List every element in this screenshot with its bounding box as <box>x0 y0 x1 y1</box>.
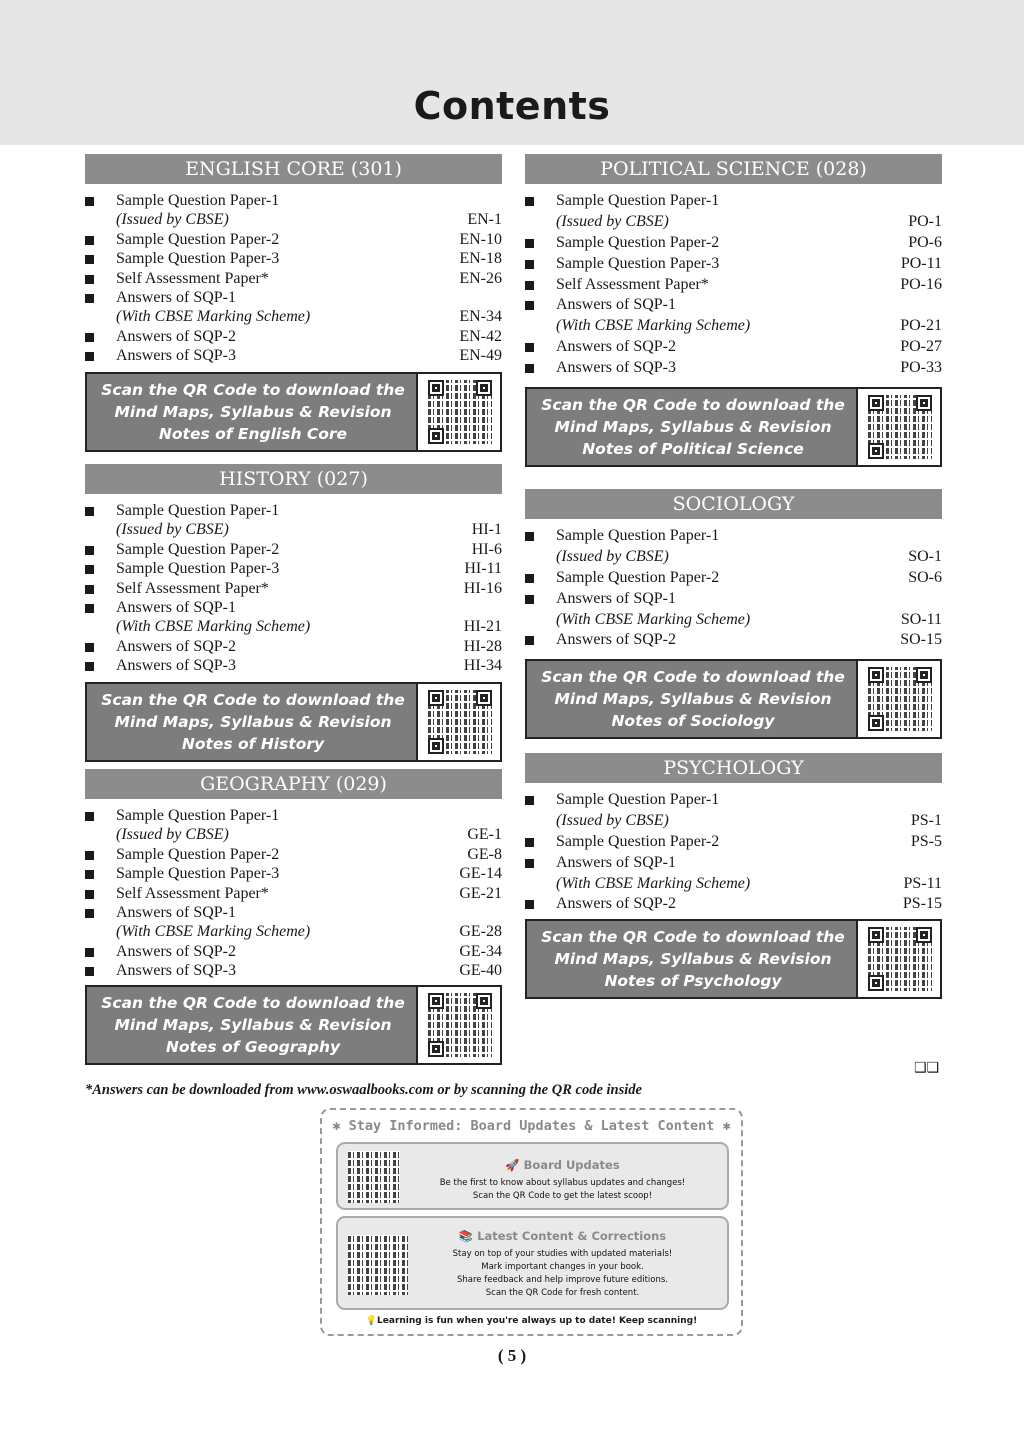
qr-banner-line: Scan the QR Code to download the <box>541 396 845 415</box>
bullet-icon <box>85 333 94 342</box>
toc-entry[interactable] <box>525 337 942 358</box>
page-title: Contents <box>413 84 611 128</box>
entry-subtitle: (Issued by CBSE) <box>556 811 669 829</box>
toc-entry[interactable] <box>85 230 502 249</box>
board-updates-heading-text: Board Updates <box>523 1158 620 1172</box>
entry-page: SO-1 <box>908 547 942 565</box>
toc-entry[interactable] <box>85 346 502 365</box>
toc-entry[interactable] <box>525 589 942 610</box>
corner-mark: ❑❑ <box>914 1060 940 1076</box>
toc-entry[interactable] <box>85 903 502 922</box>
section-sociology <box>525 489 942 739</box>
qr-banner-line: Mind Maps, Syllabus & Revision <box>114 1015 392 1034</box>
toc-entry-subtitle <box>85 210 502 229</box>
board-updates-qr-code[interactable] <box>348 1151 400 1203</box>
entry-page: PO-6 <box>908 233 942 251</box>
entry-title: Self Assessment Paper* <box>116 269 269 287</box>
entry-title: Sample Question Paper-1 <box>116 807 280 824</box>
qr-code[interactable] <box>416 684 500 760</box>
bullet-icon <box>525 838 534 847</box>
entry-title: Sample Question Paper-3 <box>116 250 280 268</box>
toc-entry-subtitle <box>525 212 942 233</box>
qr-banner-line: Scan the QR Code to download the <box>541 928 845 947</box>
entry-title: Sample Question Paper-3 <box>116 865 280 883</box>
entry-page: PS-1 <box>910 811 942 829</box>
qr-code[interactable] <box>416 374 500 450</box>
entry-page: EN-42 <box>459 327 502 345</box>
qr-download-banner[interactable] <box>525 387 942 467</box>
entry-page: HI-11 <box>464 560 502 578</box>
bullet-icon <box>525 595 534 604</box>
latest-content-heading-text: Latest Content & Corrections <box>477 1229 667 1243</box>
entry-title: Sample Question Paper-2 <box>556 233 720 251</box>
toc-entry-subtitle <box>525 811 942 832</box>
toc-entry[interactable] <box>85 249 502 268</box>
toc-entry[interactable] <box>525 358 942 379</box>
entry-title: Answers of SQP-3 <box>116 657 236 675</box>
latest-content-panel <box>336 1216 729 1310</box>
bullet-icon <box>85 812 94 821</box>
party-popper-icon: ✱ <box>332 1118 349 1134</box>
toc-entry[interactable] <box>85 637 502 656</box>
entry-title: Answers of SQP-2 <box>116 637 236 655</box>
entry-page: GE-28 <box>459 923 502 941</box>
toc-entry[interactable] <box>85 942 502 961</box>
entry-page: EN-26 <box>459 269 502 287</box>
section-header: ENGLISH CORE (301) <box>85 154 502 184</box>
toc-entry[interactable] <box>525 526 942 547</box>
toc-entry-subtitle <box>85 617 502 636</box>
page-number: ( 5 ) <box>497 1346 527 1365</box>
entry-page: PO-27 <box>900 338 942 356</box>
party-popper-icon: ✱ <box>714 1118 731 1134</box>
bullet-icon <box>85 294 94 303</box>
entry-page: PS-11 <box>903 874 942 892</box>
qr-banner-text <box>527 661 859 737</box>
bullet-icon <box>85 507 94 516</box>
toc-entry[interactable] <box>85 191 502 210</box>
entry-subtitle: (With CBSE Marking Scheme) <box>116 923 311 941</box>
toc-entry-subtitle <box>85 922 502 941</box>
toc-entry[interactable] <box>525 275 942 296</box>
bullet-icon <box>525 796 534 805</box>
board-updates-line: Scan the QR Code to get the latest scoop! <box>472 1191 653 1201</box>
section-header: PSYCHOLOGY <box>525 753 942 783</box>
entry-page: HI-1 <box>471 521 502 539</box>
entry-title: Answers of SQP-2 <box>556 631 676 649</box>
qr-banner-line: Notes of Sociology <box>611 712 775 731</box>
toc-entry-subtitle <box>525 874 942 895</box>
bullet-icon <box>85 565 94 574</box>
entry-title: Sample Question Paper-2 <box>116 845 280 863</box>
qr-code[interactable] <box>416 987 500 1063</box>
entry-subtitle: (With CBSE Marking Scheme) <box>556 610 751 628</box>
qr-banner-line: Scan the QR Code to download the <box>541 668 845 687</box>
entry-page: SO-15 <box>900 631 942 649</box>
entry-subtitle: (Issued by CBSE) <box>116 521 229 539</box>
board-updates-panel <box>336 1142 729 1210</box>
entry-page: PS-15 <box>902 895 942 913</box>
toc-entry[interactable] <box>85 540 502 559</box>
entry-title: Answers of SQP-1 <box>556 853 676 871</box>
toc-entry[interactable] <box>525 853 942 874</box>
entry-page: EN-10 <box>459 230 502 248</box>
bullet-icon <box>85 352 94 361</box>
toc-entry[interactable] <box>85 845 502 864</box>
toc-entry[interactable] <box>85 288 502 307</box>
bullet-icon <box>525 301 534 310</box>
qr-code[interactable] <box>856 661 940 737</box>
qr-banner-line: Mind Maps, Syllabus & Revision <box>554 418 832 437</box>
toc-entry[interactable] <box>85 327 502 346</box>
bullet-icon <box>525 859 534 868</box>
entry-title: Self Assessment Paper* <box>116 579 269 597</box>
toc-entry[interactable] <box>85 961 502 980</box>
entry-page: SO-11 <box>900 610 942 628</box>
section-english <box>85 154 502 452</box>
qr-banner-line: Mind Maps, Syllabus & Revision <box>554 690 832 709</box>
toc-entry-subtitle <box>525 316 942 337</box>
entry-title: Answers of SQP-2 <box>116 327 236 345</box>
qr-banner-line: Scan the QR Code to download the <box>101 993 405 1012</box>
toc-entry[interactable] <box>525 254 942 275</box>
entry-title: Sample Question Paper-1 <box>116 192 280 209</box>
entry-page: HI-16 <box>463 579 502 597</box>
toc-entry[interactable] <box>85 598 502 617</box>
qr-download-banner[interactable] <box>85 682 502 762</box>
qr-banner-text <box>527 921 859 997</box>
bullet-icon <box>525 239 534 248</box>
toc-entry[interactable] <box>85 884 502 903</box>
entry-page: EN-18 <box>459 250 502 268</box>
entry-page: PO-11 <box>900 254 942 272</box>
stay-informed-footer <box>322 1316 741 1326</box>
entry-subtitle: (With CBSE Marking Scheme) <box>116 308 311 326</box>
bullet-icon <box>85 948 94 957</box>
toc-entry[interactable] <box>525 832 942 853</box>
entry-title: Self Assessment Paper* <box>116 884 269 902</box>
section-header: SOCIOLOGY <box>525 489 942 519</box>
entry-title: Answers of SQP-1 <box>116 288 236 306</box>
entry-subtitle: (With CBSE Marking Scheme) <box>556 317 751 335</box>
entry-page: EN-49 <box>459 347 502 365</box>
stay-informed-footer-text: Learning is fun when you're always up to date! Keep scanning! <box>377 1316 698 1326</box>
board-updates-line: Be the first to know about syllabus updates and changes! <box>439 1178 686 1188</box>
bullet-icon <box>85 604 94 613</box>
qr-banner-line: Scan the QR Code to download the <box>101 380 405 399</box>
toc-entry-subtitle <box>85 825 502 844</box>
entry-page: PO-16 <box>900 275 942 293</box>
section-header: GEOGRAPHY (029) <box>85 769 502 799</box>
entry-page: GE-8 <box>467 845 502 863</box>
lightbulb-icon: 💡 <box>365 1316 378 1326</box>
toc-entry[interactable] <box>525 568 942 589</box>
entry-title: Sample Question Paper-1 <box>556 192 720 209</box>
entry-title: Answers of SQP-2 <box>556 895 676 913</box>
qr-download-banner[interactable] <box>525 919 942 999</box>
entry-title: Answers of SQP-1 <box>116 598 236 616</box>
entry-page: HI-6 <box>471 540 502 558</box>
section-psychology <box>525 753 942 999</box>
entry-title: Sample Question Paper-2 <box>116 230 280 248</box>
bullet-icon <box>525 197 534 206</box>
bullet-icon <box>85 662 94 671</box>
entry-page: SO-6 <box>908 568 942 586</box>
qr-banner-line: Scan the QR Code to download the <box>101 690 405 709</box>
toc-entry-subtitle <box>525 547 942 568</box>
footnote: *Answers can be downloaded from www.oswaalbooks.com or by scanning the QR code inside <box>85 1082 642 1098</box>
entry-page: HI-28 <box>463 637 502 655</box>
entry-title: Answers of SQP-1 <box>116 903 236 921</box>
entry-title: Answers of SQP-3 <box>556 359 676 377</box>
entry-title: Self Assessment Paper* <box>556 275 709 293</box>
bullet-icon <box>525 900 534 909</box>
section-header: POLITICAL SCIENCE (028) <box>525 154 942 184</box>
entry-title: Sample Question Paper-2 <box>556 568 720 586</box>
entry-page: GE-34 <box>459 942 502 960</box>
latest-content-heading <box>398 1229 727 1243</box>
books-icon: 📚 <box>458 1229 474 1243</box>
toc-entry[interactable] <box>525 894 942 915</box>
toc-entry[interactable] <box>525 790 942 811</box>
bullet-icon <box>85 275 94 284</box>
qr-code[interactable] <box>856 389 940 465</box>
qr-banner-text <box>87 374 419 450</box>
bullet-icon <box>525 260 534 269</box>
toc-entry[interactable] <box>85 864 502 883</box>
toc-entry[interactable] <box>85 501 502 520</box>
section-political-science <box>525 154 942 467</box>
entry-title: Sample Question Paper-3 <box>556 254 720 272</box>
qr-banner-text <box>527 389 859 465</box>
entry-subtitle: (Issued by CBSE) <box>556 547 669 565</box>
section-header: HISTORY (027) <box>85 464 502 494</box>
entry-title: Answers of SQP-1 <box>556 589 676 607</box>
bullet-icon <box>85 197 94 206</box>
toc-entry[interactable] <box>525 191 942 212</box>
section-geography <box>85 769 502 1065</box>
entry-page: PO-21 <box>900 317 942 335</box>
entry-subtitle: (Issued by CBSE) <box>556 212 669 230</box>
bullet-icon <box>85 255 94 264</box>
toc-entry-subtitle <box>85 520 502 539</box>
entry-title: Sample Question Paper-1 <box>556 527 720 544</box>
entry-title: Sample Question Paper-1 <box>116 502 280 519</box>
entry-page: GE-21 <box>459 884 502 902</box>
latest-content-line: Share feedback and help improve future editions. <box>457 1275 668 1285</box>
qr-banner-text <box>87 987 419 1063</box>
qr-banner-line: Mind Maps, Syllabus & Revision <box>114 402 392 421</box>
toc-entry[interactable] <box>85 579 502 598</box>
toc-entry[interactable] <box>525 295 942 316</box>
qr-download-banner[interactable] <box>85 372 502 452</box>
bullet-icon <box>85 546 94 555</box>
bullet-icon <box>525 343 534 352</box>
qr-banner-line: Mind Maps, Syllabus & Revision <box>554 950 832 969</box>
bullet-icon <box>525 574 534 583</box>
qr-banner-line: Notes of English Core <box>158 424 348 443</box>
entry-title: Answers of SQP-3 <box>116 347 236 365</box>
entry-page: GE-40 <box>459 962 502 980</box>
toc-entry[interactable] <box>85 806 502 825</box>
entry-title: Answers of SQP-2 <box>116 942 236 960</box>
entry-subtitle: (With CBSE Marking Scheme) <box>116 618 311 636</box>
entry-page: GE-1 <box>467 826 502 844</box>
stay-informed-title-text: Stay Informed: Board Updates & Latest Content <box>348 1118 715 1134</box>
bullet-icon <box>85 236 94 245</box>
entry-title: Sample Question Paper-2 <box>116 540 280 558</box>
latest-content-line: Mark important changes in your book. <box>481 1262 644 1272</box>
bullet-icon <box>85 585 94 594</box>
latest-content-line: Scan the QR Code for fresh content. <box>485 1288 640 1298</box>
toc-entry[interactable] <box>85 559 502 578</box>
entry-title: Answers of SQP-2 <box>556 338 676 356</box>
qr-code[interactable] <box>856 921 940 997</box>
bullet-icon <box>85 870 94 879</box>
bullet-icon <box>85 643 94 652</box>
entry-title: Sample Question Paper-2 <box>556 832 720 850</box>
bullet-icon <box>525 636 534 645</box>
entry-title: Sample Question Paper-1 <box>556 791 720 808</box>
bullet-icon <box>85 851 94 860</box>
board-updates-heading <box>398 1158 727 1172</box>
qr-banner-line: Notes of History <box>181 734 325 753</box>
qr-banner-line: Notes of Psychology <box>604 972 782 991</box>
qr-banner-text <box>87 684 419 760</box>
toc-entry[interactable] <box>525 233 942 254</box>
bullet-icon <box>525 364 534 373</box>
entry-page: EN-1 <box>467 211 502 229</box>
entry-subtitle: (Issued by CBSE) <box>116 826 229 844</box>
rocket-icon: 🚀 <box>505 1158 520 1172</box>
toc-entry-subtitle <box>525 610 942 631</box>
qr-banner-line: Notes of Political Science <box>582 440 804 459</box>
entry-subtitle: (With CBSE Marking Scheme) <box>556 874 751 892</box>
entry-title: Sample Question Paper-3 <box>116 560 280 578</box>
entry-title: Answers of SQP-1 <box>556 296 676 314</box>
stay-informed-box <box>320 1108 743 1336</box>
toc-entry[interactable] <box>85 269 502 288</box>
entry-subtitle: (Issued by CBSE) <box>116 211 229 229</box>
qr-banner-line: Mind Maps, Syllabus & Revision <box>114 712 392 731</box>
bullet-icon <box>85 967 94 976</box>
qr-download-banner[interactable] <box>85 985 502 1065</box>
entry-page: HI-21 <box>463 618 502 636</box>
toc-entry[interactable] <box>525 630 942 651</box>
qr-banner-line: Notes of Geography <box>165 1037 341 1056</box>
entry-page: PO-33 <box>900 359 942 377</box>
entry-page: PS-5 <box>910 832 942 850</box>
bullet-icon <box>85 890 94 899</box>
entry-page: HI-34 <box>463 657 502 675</box>
entry-title: Answers of SQP-3 <box>116 962 236 980</box>
entry-page: PO-1 <box>908 212 942 230</box>
section-history <box>85 464 502 762</box>
qr-download-banner[interactable] <box>525 659 942 739</box>
stay-informed-title <box>322 1118 741 1134</box>
entry-page: EN-34 <box>459 308 502 326</box>
bullet-icon <box>525 281 534 290</box>
bullet-icon <box>85 909 94 918</box>
bullet-icon <box>525 532 534 541</box>
toc-entry[interactable] <box>85 656 502 675</box>
entry-page: GE-14 <box>459 865 502 883</box>
toc-entry-subtitle <box>85 307 502 326</box>
latest-content-line: Stay on top of your studies with updated materials! <box>452 1249 673 1259</box>
